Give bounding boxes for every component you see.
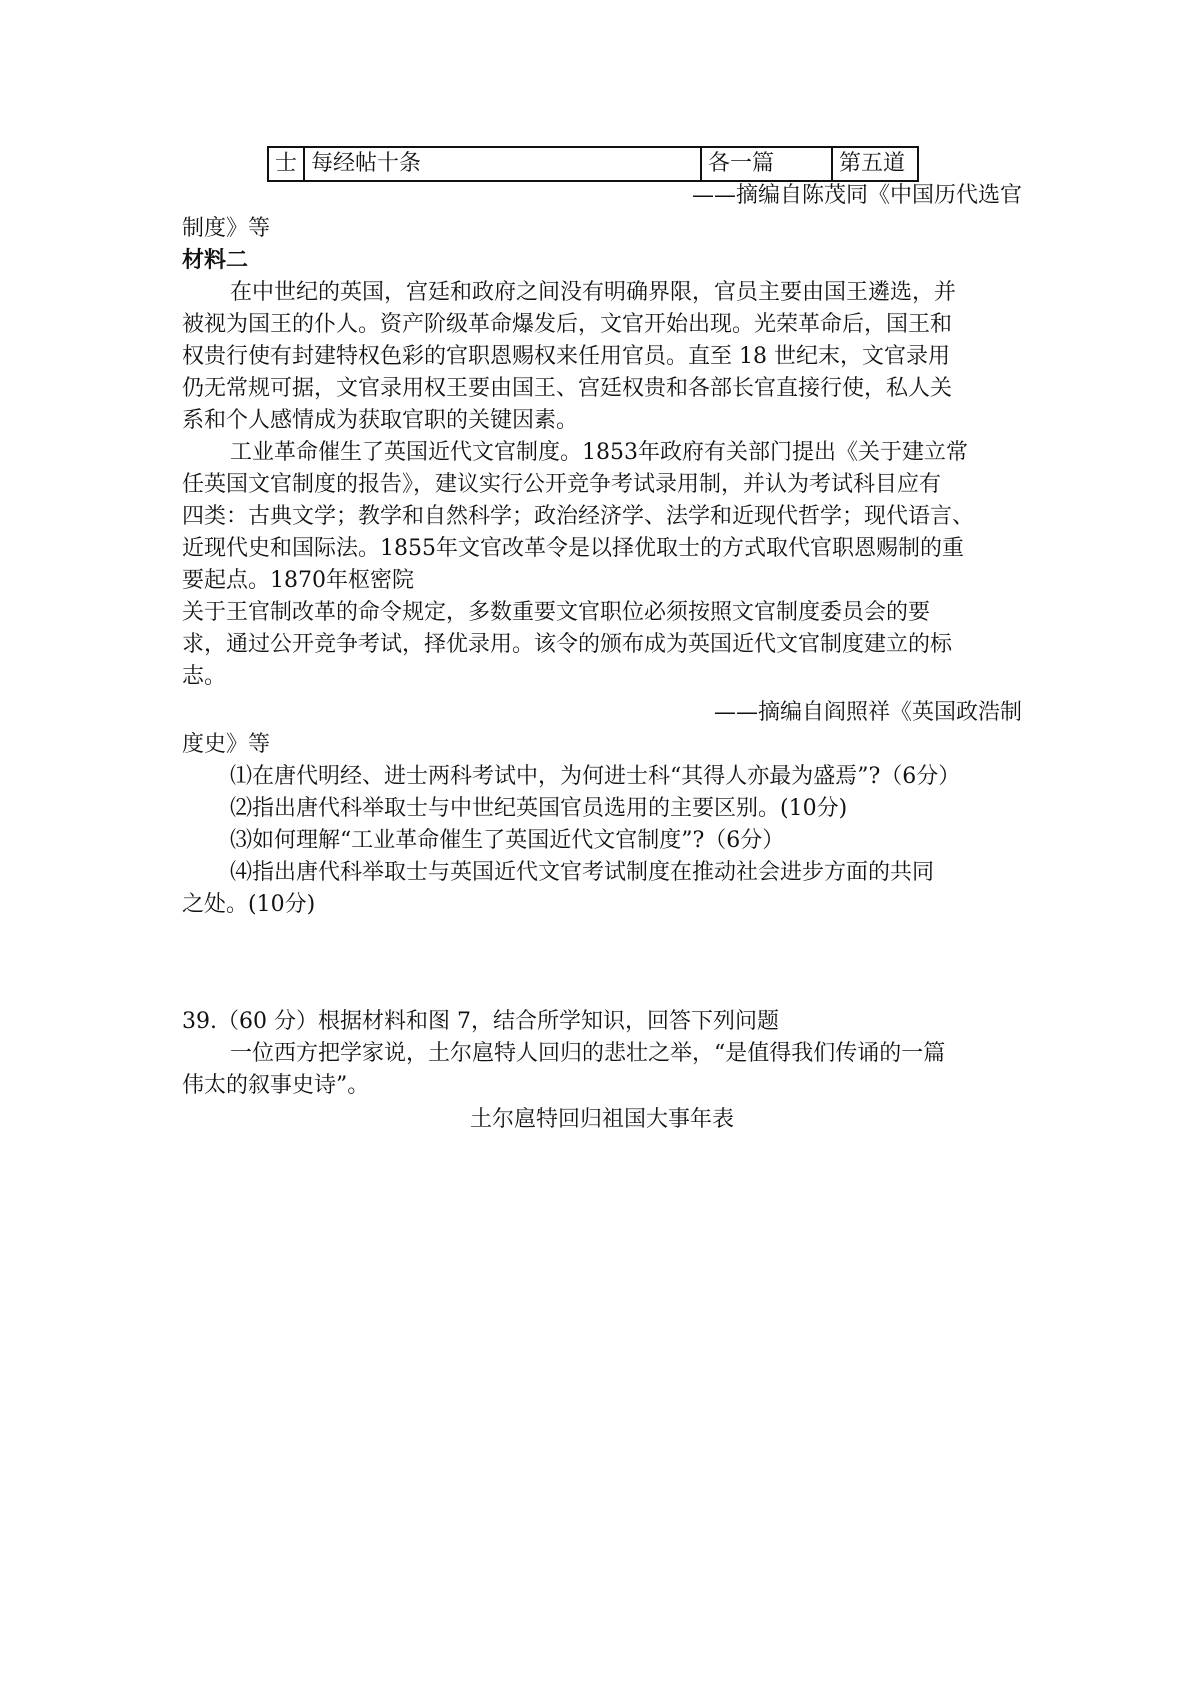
table-row	[268, 147, 918, 181]
paragraph-line: 四类：古典文学；教学和自然科学；政治经济学、法学和近现代哲学；现代语言、	[182, 504, 975, 529]
table-cell: 第五道	[832, 147, 918, 181]
paragraph-line: 一位西方把学家说，土尔扈特人回归的悲壮之举，“是值得我们传诵的一篇	[230, 1041, 946, 1066]
paragraph-line: 求，通过公开竞争考试，择优录用。该令的颁布成为英国近代文官制度建立的标	[182, 632, 953, 657]
source-citation-1-cont: 制度》等	[182, 216, 271, 241]
paragraph-line: 任英国文官制度的报告》，建议实行公开竞争考试录用制，并认为考试科目应有	[182, 472, 942, 497]
paragraph-line: 工业革命催生了英国近代文官制度。1853年政府有关部门提出《关于建立常	[230, 440, 968, 465]
exam-table-fragment	[267, 146, 919, 182]
material-heading: 材料二	[182, 248, 249, 273]
source-citation-2-cont: 度史》等	[182, 732, 271, 757]
question-1: ⑴在唐代明经、进士两科考试中，为何进士科“其得人亦最为盛焉”?（6分）	[230, 764, 961, 789]
table-title: 土尔扈特回归祖国大事年表	[469, 1107, 734, 1132]
paragraph-line: 系和个人感情成为获取官职的关键因素。	[182, 408, 579, 433]
paragraph-line: 仍无常规可据，文官录用权王要由国王、宫廷权贵和各部长官直接行使，私人关	[182, 376, 953, 401]
source-citation-1: ——摘编自陈茂同《中国历代选官	[691, 183, 1022, 208]
table-cell: 士	[268, 147, 304, 181]
paragraph-line: 近现代史和国际法。1855年文官改革令是以择优取士的方式取代官职恩赐制的重	[182, 536, 964, 561]
table-cell: 每经帖十条	[304, 147, 701, 181]
paragraph-line: 志。	[182, 664, 227, 689]
question-4-cont: 之处。(10分)	[182, 892, 316, 917]
question-4: ⑷指出唐代科举取士与英国近代文官考试制度在推动社会进步方面的共同	[230, 860, 935, 885]
paragraph-line: 伟太的叙事史诗”。	[182, 1073, 370, 1098]
paragraph-line: 权贵行使有封建特权色彩的官职恩赐权来任用官员。直至 18 世纪末，文官录用	[182, 344, 950, 369]
question-3: ⑶如何理解“工业革命催生了英国近代文官制度”?（6分）	[230, 828, 785, 853]
source-citation-2: ——摘编自阎照祥《英国政浩制	[713, 700, 1022, 725]
question-2: ⑵指出唐代科举取士与中世纪英国官员选用的主要区别。(10分)	[230, 796, 848, 821]
paragraph-line: 要起点。1870年枢密院	[182, 568, 414, 593]
paragraph-line: 在中世纪的英国，宫廷和政府之间没有明确界限，官员主要由国王遴选，并	[230, 280, 957, 305]
table-cell: 各一篇	[701, 147, 832, 181]
question-39-header: 39.（60 分）根据材料和图 7，结合所学知识，回答下列问题	[182, 1009, 779, 1034]
paragraph-line: 被视为国王的仆人。资产阶级革命爆发后，文官开始出现。光荣革命后，国王和	[182, 312, 953, 337]
paragraph-line: 关于王官制改革的命令规定，多数重要文官职位必须按照文官制度委员会的要	[182, 600, 931, 625]
